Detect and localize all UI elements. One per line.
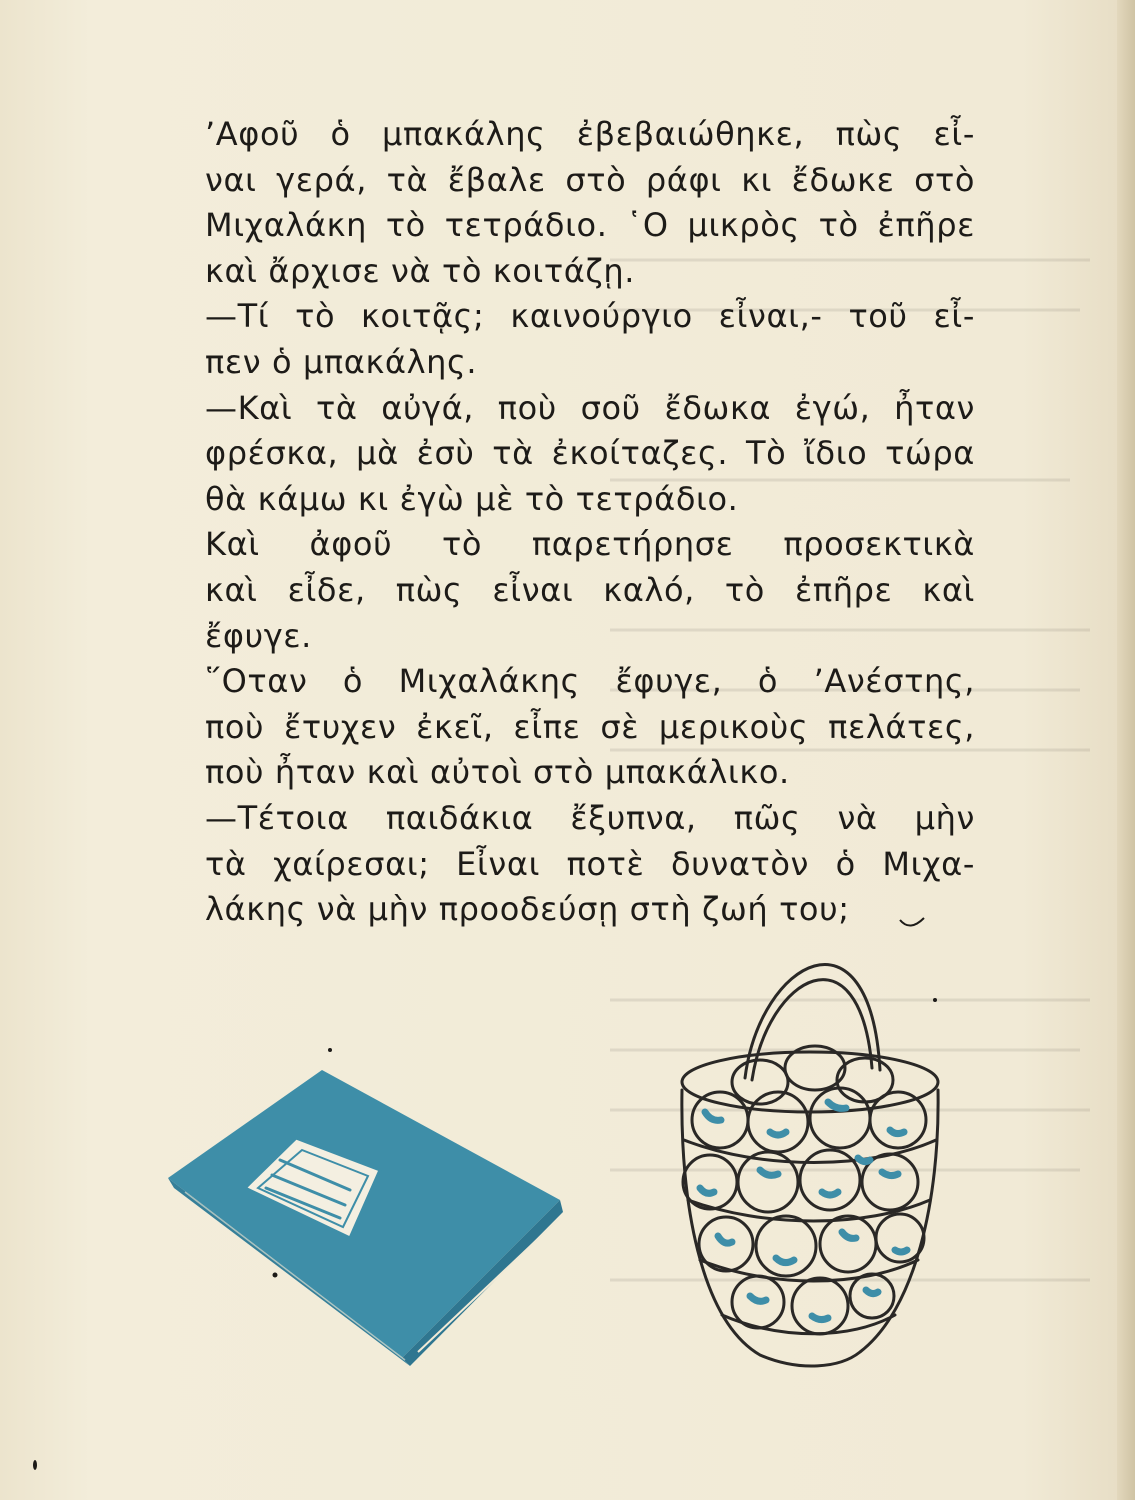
ink-speck (933, 998, 937, 1002)
text-line: Καὶ ἀφοῦ τὸ παρετήρησε προσεκτικὰ (205, 525, 975, 564)
text-line: πεν ὁ μπακάλης. (205, 342, 478, 381)
text-line: —Τέτοια παιδάκια ἔξυπνα, πῶς νὰ μὴν (205, 798, 975, 837)
text-line: καὶ εἶδε, πὼς εἶναι καλό, τὸ ἐπῆρε καὶ (205, 570, 975, 609)
egg-basket-icon (682, 965, 938, 1366)
text-line: —Καὶ τὰ αὐγά, ποὺ σοῦ ἔδωκα ἐγώ, ἦταν (205, 388, 975, 427)
text-line: τὰ χαίρεσαι; Εἶναι ποτὲ δυνατὸν ὁ Μιχα- (205, 844, 975, 883)
text-line: λάκης νὰ μὴν προοδεύσῃ στὴ ζωή του; (205, 890, 850, 929)
text-line: ποὺ ἔτυχεν ἐκεῖ, εἶπε σὲ μερικοὺς πελάτες, (205, 707, 975, 746)
text-line: Μιχαλάκη τὸ τετράδιο. ῾Ο μικρὸς τὸ ἐπῆρε (205, 206, 975, 245)
text-line: καὶ ἄρχισε νὰ τὸ κοιτάζῃ. (205, 251, 636, 290)
notebook-icon (168, 1070, 563, 1366)
ink-speck (33, 1460, 37, 1470)
ink-speck (328, 1048, 332, 1052)
text-line: ’Αφοῦ ὁ μπακάλης ἐβεβαιώθηκε, πὼς εἶ- (205, 115, 975, 153)
text-line: ῞Οταν ὁ Μιχαλάκης ἔφυγε, ὁ ’Ανέστης, (205, 662, 975, 701)
text-line: ποὺ ἦταν καὶ αὐτοὶ στὸ μπακάλικο. (205, 753, 790, 792)
text-line: ναι γερά, τὰ ἔβαλε στὸ ράφι κι ἔδωκε στὸ (205, 160, 975, 199)
ink-mark (900, 918, 924, 926)
text-line: —Τί τὸ κοιτᾷς; καινούργιο εἶναι,- τοῦ εἶ- (205, 297, 975, 336)
text-line: θὰ κάμω κι ἐγὼ μὲ τὸ τετράδιο. (205, 479, 739, 518)
text-line: ἔφυγε. (205, 616, 312, 655)
text-line: φρέσκα, μὰ ἐσὺ τὰ ἐκοίταζες. Τὸ ἴδιο τώρα (205, 434, 975, 473)
